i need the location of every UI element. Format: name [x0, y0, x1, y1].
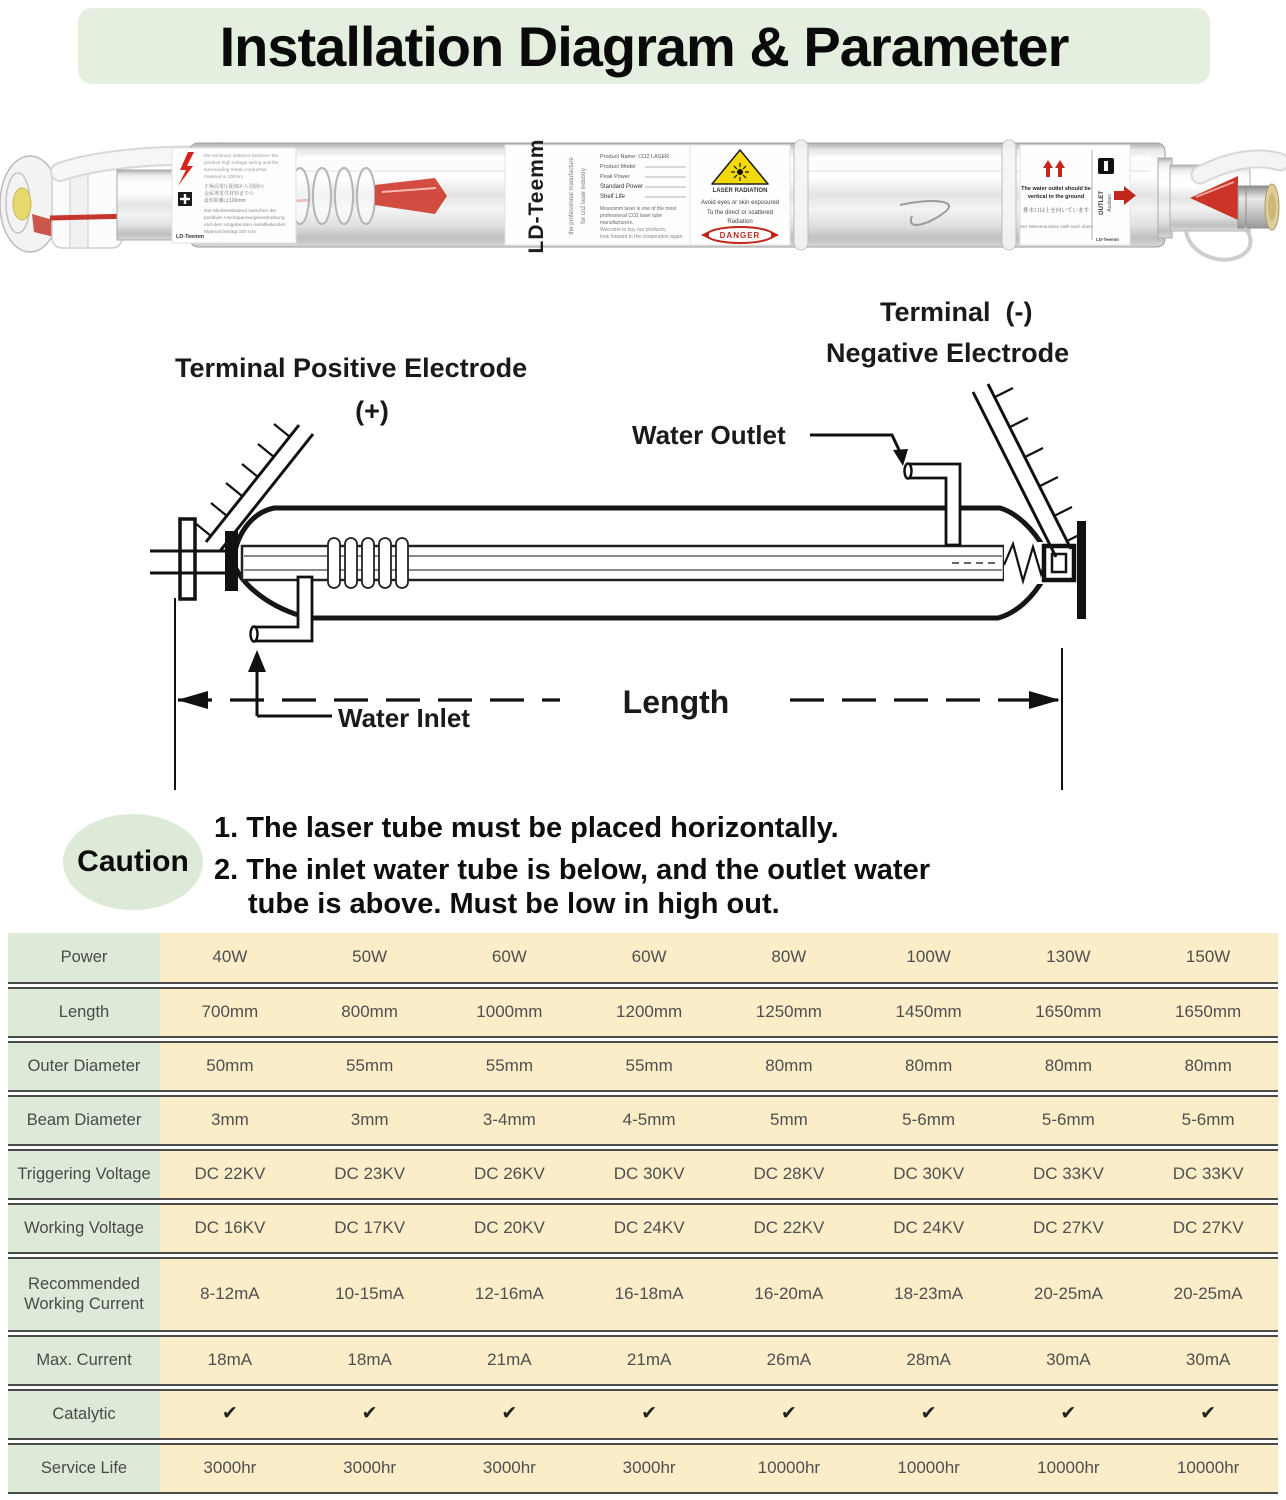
water-inlet-callout: [248, 650, 332, 716]
svg-text:Peak Power: Peak Power: [600, 174, 630, 180]
table-cell: 12-16mA: [440, 1259, 580, 1330]
title-banner: [78, 8, 1210, 84]
table-cell: 10-15mA: [300, 1259, 440, 1330]
table-cell: 1450mm: [859, 989, 999, 1036]
table-cell: 10000hr: [859, 1445, 999, 1492]
caution-item-2-cont: tube is above. Must be low in high out.: [248, 888, 780, 920]
row-label: Outer Diameter: [8, 1043, 160, 1090]
table-cell: 700mm: [160, 989, 300, 1036]
table-cell: DC 22KV: [719, 1205, 859, 1252]
table-cell: 80mm: [719, 1043, 859, 1090]
table-cell: 80mm: [999, 1043, 1139, 1090]
svg-text:Shelf Life: Shelf Life: [600, 194, 626, 200]
caution-item-2: 2. The inlet water tube is below, and the outlet water: [214, 854, 930, 886]
length-label: Length: [622, 684, 730, 720]
table-cell: 16-18mA: [579, 1259, 719, 1330]
svg-text:Der Mindestabstand zwischen de: Der Mindestabstand zwischen der: [204, 209, 277, 214]
table-cell: 80mm: [1138, 1043, 1278, 1090]
table-cell: 60W: [440, 933, 580, 982]
table-cell: 10000hr: [719, 1445, 859, 1492]
laser-tube-photo: [0, 118, 1286, 280]
table-cell: 5mm: [719, 1097, 859, 1144]
table-cell: 3mm: [300, 1097, 440, 1144]
svg-text:positiven Hochspannungsverdrah: positiven Hochspannungsverdrahtung: [204, 216, 285, 221]
table-cell: 16-20mA: [719, 1259, 859, 1330]
check-cell: ✔: [1138, 1391, 1278, 1438]
table-cell: 8-12mA: [160, 1259, 300, 1330]
table-row: [8, 1335, 1278, 1386]
check-cell: ✔: [999, 1391, 1139, 1438]
svg-text:for co2 laser industry: for co2 laser industry: [581, 168, 587, 224]
table-cell: 21mA: [579, 1337, 719, 1384]
table-cell: 30mA: [1138, 1337, 1278, 1384]
svg-text:排水口は上を向いています: 排水口は上を向いています: [1022, 208, 1090, 214]
svg-text:Mssoomm laser is one of the mo: Mssoomm laser is one of the most: [600, 206, 677, 212]
table-cell: 40W: [160, 933, 300, 982]
table-cell: 18mA: [300, 1337, 440, 1384]
table-cell: 3000hr: [440, 1445, 580, 1492]
svg-text:material is 100mm: material is 100mm: [204, 175, 244, 180]
table-cell: 5-6mm: [1138, 1097, 1278, 1144]
positive-terminal-label: Terminal Positive Electrode: [175, 353, 528, 383]
row-label: Recommended Working Current: [8, 1259, 160, 1330]
table-cell: DC 27KV: [999, 1205, 1139, 1252]
svg-text:LASER RADIATION: LASER RADIATION: [712, 188, 768, 194]
spring-coil: [328, 538, 408, 588]
svg-text:DANGER: DANGER: [719, 231, 761, 240]
row-label: Triggering Voltage: [8, 1151, 160, 1198]
table-cell: 10000hr: [999, 1445, 1139, 1492]
row-label: Max. Current: [8, 1337, 160, 1384]
inner-tube: [242, 538, 1046, 588]
negative-terminal-label: Terminal (-): [880, 297, 1033, 327]
svg-text:Auslass: Auslass: [1107, 194, 1113, 212]
table-cell: DC 33KV: [999, 1151, 1139, 1198]
table-cell: 3000hr: [579, 1445, 719, 1492]
table-cell: DC 33KV: [1138, 1151, 1278, 1198]
svg-text:Material beträgt 100 mm: Material beträgt 100 mm: [204, 230, 256, 235]
row-label: Service Life: [8, 1445, 160, 1492]
svg-text:und dem umgebenden metallleite: und dem umgebenden metallleitenden: [204, 223, 286, 228]
svg-text:positive high voltage wiring a: positive high voltage wiring and the: [204, 161, 279, 166]
svg-text:To the direct or scattered: To the direct or scattered: [706, 210, 774, 216]
tube-right-end: [1158, 158, 1280, 260]
table-cell: 21mA: [440, 1337, 580, 1384]
water-inlet-label: Water Inlet: [338, 703, 470, 733]
page-title: Installation Diagram & Parameter: [219, 14, 1069, 78]
table-cell: 18mA: [160, 1337, 300, 1384]
table-row: [8, 1095, 1278, 1146]
table-row: [8, 1149, 1278, 1200]
svg-text:OUTLET: OUTLET: [1099, 191, 1105, 215]
table-cell: 1650mm: [999, 989, 1139, 1036]
table-cell: 1650mm: [1138, 989, 1278, 1036]
table-cell: DC 24KV: [579, 1205, 719, 1252]
parameter-table: [8, 933, 1278, 1494]
check-cell: ✔: [579, 1391, 719, 1438]
water-outlet-callout: [810, 435, 908, 466]
caution-item-1: 1. The laser tube must be placed horizontally.: [214, 812, 839, 844]
svg-text:金属導電性材料までの: 金属導電性材料までの: [204, 191, 255, 197]
tube-label-outlet: [1020, 145, 1136, 245]
svg-text:Standard Power: Standard Power: [600, 184, 644, 190]
brand-vertical: LD-Teemm: [525, 138, 548, 254]
negative-electrode-label: Negative Electrode: [826, 338, 1070, 368]
svg-text:LD-Teemm: LD-Teemm: [176, 234, 205, 240]
table-cell: 26mA: [719, 1337, 859, 1384]
svg-text:The water outlet should be: The water outlet should be: [1021, 186, 1091, 192]
table-cell: DC 30KV: [859, 1151, 999, 1198]
row-label: Power: [8, 933, 160, 982]
table-cell: 10000hr: [1138, 1445, 1278, 1492]
table-cell: 3000hr: [160, 1445, 300, 1492]
svg-text:Welcome to buy our products,: Welcome to buy our products,: [600, 227, 667, 233]
check-cell: ✔: [719, 1391, 859, 1438]
table-cell: DC 28KV: [719, 1151, 859, 1198]
table-row: [8, 1041, 1278, 1092]
table-cell: 18-23mA: [859, 1259, 999, 1330]
tube-label-left: [172, 148, 296, 243]
table-cell: 28mA: [859, 1337, 999, 1384]
svg-text:professional CO2 laser tube: professional CO2 laser tube: [600, 213, 662, 219]
svg-text:Avoid eyes or skin exposured: Avoid eyes or skin exposured: [700, 200, 780, 206]
table-row: [8, 987, 1278, 1038]
table-row: [8, 1443, 1278, 1494]
table-cell: 800mm: [300, 989, 440, 1036]
left-terminal: [150, 519, 238, 599]
check-cell: ✔: [859, 1391, 999, 1438]
svg-text:Product Model: Product Model: [600, 164, 636, 170]
table-cell: 80mm: [859, 1043, 999, 1090]
svg-text:vertical to the ground: vertical to the ground: [1027, 194, 1085, 200]
check-cell: ✔: [300, 1391, 440, 1438]
table-cell: DC 16KV: [160, 1205, 300, 1252]
table-cell: 50mm: [160, 1043, 300, 1090]
table-cell: 1250mm: [719, 989, 859, 1036]
row-label: Catalytic: [8, 1391, 160, 1438]
svg-text:Radiation: Radiation: [727, 219, 753, 225]
table-cell: DC 23KV: [300, 1151, 440, 1198]
check-cell: ✔: [160, 1391, 300, 1438]
table-cell: 3000hr: [300, 1445, 440, 1492]
table-cell: 55mm: [300, 1043, 440, 1090]
table-cell: 1200mm: [579, 989, 719, 1036]
table-cell: 20-25mA: [999, 1259, 1139, 1330]
table-row: [8, 1389, 1278, 1440]
table-cell: 1000mm: [440, 989, 580, 1036]
row-label: Length: [8, 989, 160, 1036]
table-cell: DC 24KV: [859, 1205, 999, 1252]
table-cell: 3-4mm: [440, 1097, 580, 1144]
row-label: Beam Diameter: [8, 1097, 160, 1144]
svg-text:the professional manufacture: the professional manufacture: [569, 157, 575, 235]
table-cell: DC 26KV: [440, 1151, 580, 1198]
check-cell: ✔: [440, 1391, 580, 1438]
svg-text:look forward to the cooperatio: look forward to the cooperation again: [600, 234, 683, 240]
svg-text:Der Wasserauslass stellt nach: Der Wasserauslass stellt nach oben: [1020, 224, 1092, 229]
table-cell: 4-5mm: [579, 1097, 719, 1144]
table-cell: 5-6mm: [999, 1097, 1139, 1144]
svg-text:正極高電圧配線から周囲の: 正極高電圧配線から周囲の: [204, 184, 265, 190]
table-cell: 150W: [1138, 933, 1278, 982]
table-cell: DC 20KV: [440, 1205, 580, 1252]
table-cell: DC 30KV: [579, 1151, 719, 1198]
table-cell: 30mA: [999, 1337, 1139, 1384]
table-cell: 3mm: [160, 1097, 300, 1144]
installation-diagram: [0, 288, 1286, 796]
table-row: [8, 933, 1278, 984]
svg-text:manufacturers.: manufacturers.: [600, 220, 634, 226]
water-outlet-label: Water Outlet: [632, 420, 786, 450]
table-row: [8, 1203, 1278, 1254]
table-cell: 130W: [999, 933, 1139, 982]
table-cell: 20-25mA: [1138, 1259, 1278, 1330]
row-label: Working Voltage: [8, 1205, 160, 1252]
table-cell: DC 17KV: [300, 1205, 440, 1252]
caution-badge: [63, 814, 203, 910]
table-cell: 50W: [300, 933, 440, 982]
table-cell: DC 22KV: [160, 1151, 300, 1198]
svg-text:最短距離は100mm: 最短距離は100mm: [204, 198, 246, 204]
caution-badge-label: Caution: [77, 845, 189, 878]
table-cell: 5-6mm: [859, 1097, 999, 1144]
table-cell: 55mm: [579, 1043, 719, 1090]
table-cell: 60W: [579, 933, 719, 982]
table-cell: 80W: [719, 933, 859, 982]
table-cell: DC 27KV: [1138, 1205, 1278, 1252]
svg-text:Product Name: CO2 LASER: Product Name: CO2 LASER: [600, 154, 670, 160]
tube-label-center: [505, 139, 690, 254]
positive-sign-label: (+): [355, 396, 389, 426]
svg-text:surrounding metal conductive: surrounding metal conductive: [204, 168, 267, 173]
svg-text:LD-Teemm: LD-Teemm: [1096, 237, 1119, 242]
table-cell: 55mm: [440, 1043, 580, 1090]
svg-text:the minimum distance between t: the minimum distance between the: [204, 154, 279, 159]
table-row: [8, 1257, 1278, 1332]
table-cell: 100W: [859, 933, 999, 982]
tube-label-warning: [690, 145, 790, 245]
